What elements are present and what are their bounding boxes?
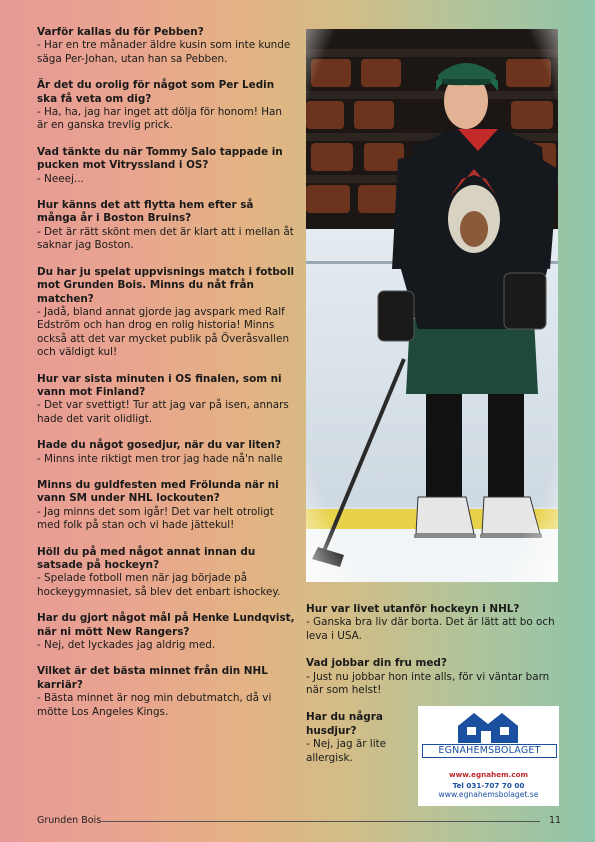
answer: - Spelade fotboll men när jag började på hockeygymnasiet, så blev det enbart ishockey. [37, 572, 281, 598]
qa-item [37, 479, 295, 533]
question: Hur var livet utanför hockeyn i NHL? [306, 603, 520, 615]
ad-brand-name: EGNAHEMSBOLAGET [422, 744, 557, 758]
qa-item [37, 665, 295, 719]
answer: - Jag minns det som igår! Det var helt otroligt med folk på stan och vi hade jättekul! [37, 505, 274, 532]
question: Hade du något gosedjur, när du var liten? [37, 439, 281, 452]
answer: - Nej, det lyckades jag aldrig med. [37, 639, 216, 652]
answer: - Nej, jag är lite allergisk. [306, 738, 387, 764]
question: Minns du guldfesten med Frölunda när ni vann SM under NHL lockouten? [37, 478, 279, 505]
hockey-player-photo [306, 29, 558, 582]
qa-item [37, 266, 295, 360]
qa-item [37, 373, 295, 427]
ad-website-short[interactable]: www.egnahem.com [448, 770, 529, 779]
qa-item [306, 711, 404, 765]
ad-website-long[interactable]: www.egnahemsbolaget.se [438, 790, 539, 799]
qa-item [37, 546, 295, 600]
footer-rule [100, 821, 540, 822]
ad-phone: Tel 031-707 70 00 [452, 781, 525, 790]
question: Är det du orolig för något som Per Ledin ska få veta om dig? [37, 79, 275, 105]
qa-item [306, 603, 556, 643]
answer: - Har en tre månader äldre kusin som inte kunde säga Per-Johan, utan han sa Pebben. [37, 39, 291, 65]
question: Varför kallas du för Pebben? [37, 26, 204, 38]
question: Har du några husdjur? [306, 711, 383, 737]
qa-item [37, 146, 295, 186]
answer: - Ganska bra liv där borta. Det är lätt att bo och leva i USA. [306, 616, 555, 642]
egnahemsbolaget-ad[interactable] [418, 706, 559, 806]
question: Hur känns det att flytta hem efter så många år i Boston Bruins? [37, 199, 254, 225]
qa-item [37, 612, 295, 652]
answer: - Det är rätt skönt men det är klart att i mellan åt saknar jag Boston. [37, 225, 294, 252]
answer: - Minns inte riktigt men tror jag hade nå'n nalle [37, 452, 283, 465]
page-number: 11 [549, 815, 562, 826]
footer-publication-name: Grunden Bois [37, 815, 102, 826]
left-interview-column [37, 26, 295, 732]
question: Vad tänkte du när Tommy Salo tappade in pucken mot Vitryssland i OS? [37, 145, 283, 172]
answer: - Neeej... [37, 172, 84, 185]
qa-item [37, 439, 295, 466]
qa-item [37, 79, 295, 133]
question: Har du gjort något mål på Henke Lundqvist, när ni mött New Rangers? [37, 612, 295, 638]
answer: - Just nu jobbar hon inte alls, för vi väntar barn när som helst! [306, 670, 550, 697]
question: Vilket är det bästa minnet från din NHL karriär? [37, 665, 268, 691]
qa-item [37, 26, 295, 66]
answer: - Det var svettigt! Tur att jag var på isen, annars hade det varit olidligt. [37, 399, 289, 425]
answer: - Jadå, bland annat gjorde jag avspark med Ralf Edström och han drog en rolig historia! Minns också att det var mycket publik på Överåsvallen och väldigt kul! [37, 305, 290, 359]
hockey-player-illustration [306, 29, 558, 582]
question: Höll du på med något annat innan du satsade på hockeyn? [37, 545, 256, 571]
question: Du har ju spelat uppvisnings match i fotboll mot Grunden Bois. Minns du nåt från matchen? [37, 265, 295, 305]
qa-item [306, 657, 556, 697]
question: Hur var sista minuten i OS finalen, som ni vann mot Finland? [37, 372, 282, 398]
house-logo-icon [454, 710, 522, 744]
qa-item [37, 199, 295, 253]
answer: - Bästa minnet är nog min debutmatch, då vi mötte Los Angeles Kings. [37, 692, 272, 718]
question: Vad jobbar din fru med? [306, 657, 447, 670]
answer: - Ha, ha, jag har inget att dölja för honom! Han är en ganska trevlig prick. [37, 106, 282, 132]
